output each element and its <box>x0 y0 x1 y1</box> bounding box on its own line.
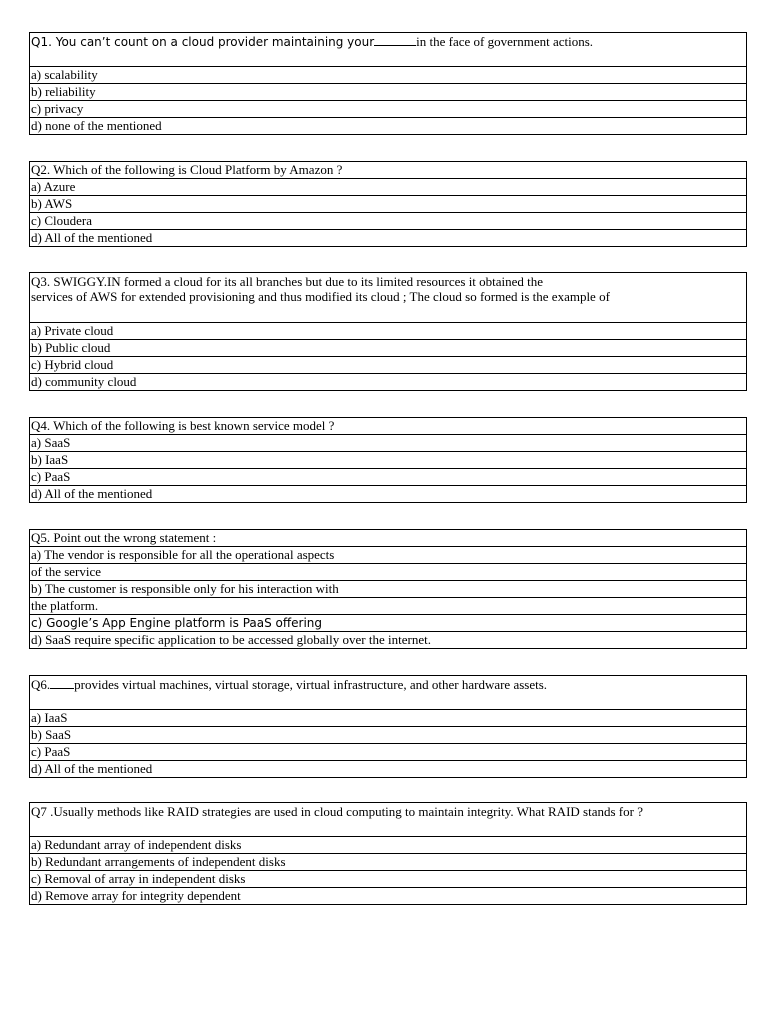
question-3-line-2: services of AWS for extended provisioning and thus modified its cloud ; The cloud so formed is the example of <box>31 289 610 304</box>
question-6-text <box>30 676 746 710</box>
question-3-option-c: c) Hybrid cloud <box>30 357 746 374</box>
question-1-option-c: c) privacy <box>30 101 746 118</box>
question-4-option-a: a) SaaS <box>30 435 746 452</box>
question-1-option-b: b) reliability <box>30 84 746 101</box>
question-3-text <box>30 273 746 323</box>
question-7-option-a: a) Redundant array of independent disks <box>30 837 746 854</box>
question-1-text-start: . You can’t count on a cloud provider maintaining your <box>48 35 375 49</box>
question-1-text-end: in the face of government actions. <box>416 34 594 49</box>
question-5-option-a: a) The vendor is responsible for all the operational aspects <box>30 547 746 564</box>
question-5-option-d: d) SaaS require specific application to be accessed globally over the internet. <box>30 632 746 649</box>
question-6-option-c: c) PaaS <box>30 744 746 761</box>
question-7-option-c: c) Removal of array in independent disks <box>30 871 746 888</box>
question-1-option-d: d) none of the mentioned <box>30 118 746 135</box>
question-3-option-a: a) Private cloud <box>30 323 746 340</box>
question-7-option-b: b) Redundant arrangements of independent disks <box>30 854 746 871</box>
question-7-option-d: d) Remove array for integrity dependent <box>30 888 746 905</box>
question-4-option-b: b) IaaS <box>30 452 746 469</box>
question-7-text: Q7 .Usually methods like RAID strategies are used in cloud computing to maintain integrity. What RAID stands for ? <box>30 803 746 837</box>
question-5-option-b: b) The customer is responsible only for his interaction with <box>30 581 746 598</box>
question-5-option-b-continued: the platform. <box>30 598 746 615</box>
question-6-blank <box>50 677 74 689</box>
question-3-table <box>29 272 747 391</box>
question-2-option-b: b) AWS <box>30 196 746 213</box>
question-1-table <box>29 32 747 135</box>
question-1-blank <box>374 34 416 46</box>
question-1-option-a: a) scalability <box>30 67 746 84</box>
question-2-table <box>29 161 747 247</box>
question-5-option-c: c) Google’s App Engine platform is PaaS offering <box>30 615 746 632</box>
question-4-option-d: d) All of the mentioned <box>30 486 746 503</box>
question-6-table <box>29 675 747 778</box>
question-1-number: Q1 <box>31 35 49 49</box>
question-2-text: Q2. Which of the following is Cloud Platform by Amazon ? <box>30 162 746 179</box>
question-2-option-c: c) Cloudera <box>30 213 746 230</box>
question-5-option-a-continued: of the service <box>30 564 746 581</box>
question-6-number: Q6. <box>31 677 51 692</box>
question-2-option-d: d) All of the mentioned <box>30 230 746 247</box>
question-3-option-d: d) community cloud <box>30 374 746 391</box>
question-1-text <box>30 33 746 67</box>
question-6-option-b: b) SaaS <box>30 727 746 744</box>
question-2-option-a: a) Azure <box>30 179 746 196</box>
question-3-option-b: b) Public cloud <box>30 340 746 357</box>
question-4-option-c: c) PaaS <box>30 469 746 486</box>
question-6-option-a: a) IaaS <box>30 710 746 727</box>
question-6-option-d: d) All of the mentioned <box>30 761 746 778</box>
question-4-table <box>29 417 747 503</box>
question-7-table <box>29 802 747 905</box>
question-3-line-1: Q3. SWIGGY.IN formed a cloud for its all branches but due to its limited resources it obtained the <box>31 274 544 289</box>
question-4-text: Q4. Which of the following is best known service model ? <box>30 418 746 435</box>
question-5-text: Q5. Point out the wrong statement : <box>30 530 746 547</box>
question-6-text-end: provides virtual machines, virtual storage, virtual infrastructure, and other hardware assets. <box>74 677 548 692</box>
question-5-table <box>29 529 747 649</box>
